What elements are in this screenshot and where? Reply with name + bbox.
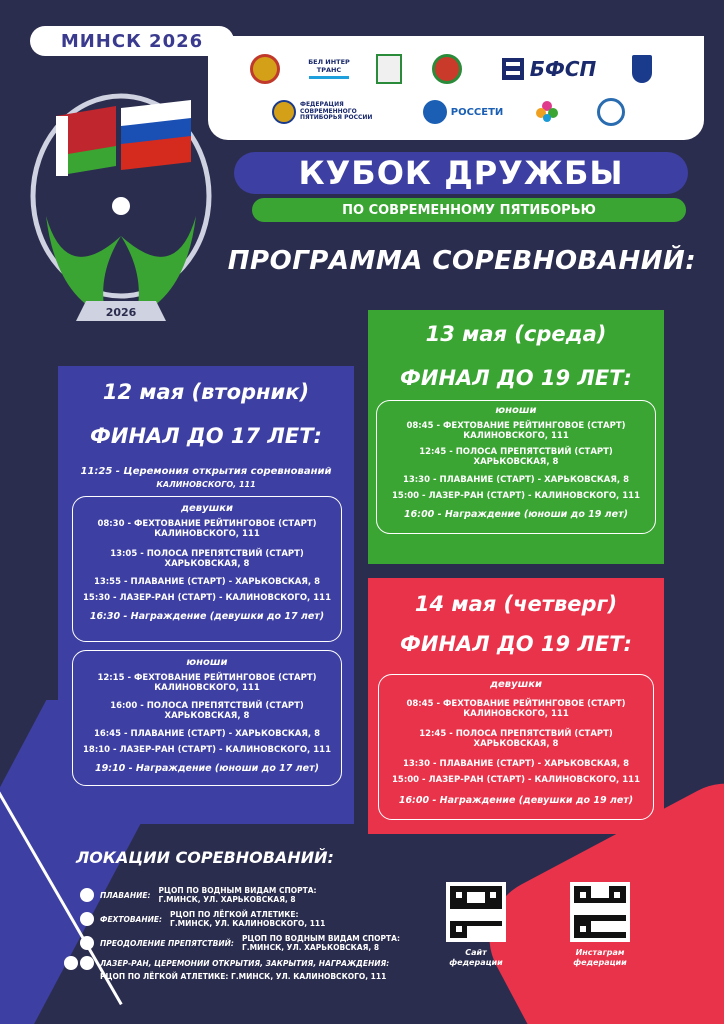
day1-panel — [58, 366, 354, 824]
emblem-year: 2026 — [105, 306, 137, 319]
day1-boys-head: юноши — [186, 657, 228, 668]
fencer-icon — [80, 912, 94, 926]
qr-site[interactable] — [446, 882, 506, 942]
city-pill — [30, 26, 234, 56]
day2-final: ФИНАЛ ДО 19 ЛЕТ: — [400, 366, 632, 390]
partner-logos-panel — [208, 36, 704, 140]
qr-site-caption: Сайт федерации — [449, 948, 503, 967]
logo-bfsp: БФСП — [488, 54, 608, 84]
day2-event: 13:30 - ПЛАВАНИЕ (СТАРТ) - ХАРЬКОВСКАЯ, 8 — [402, 475, 630, 485]
day1-opening-event: 11:25 - Церемония открытия соревнований — [80, 466, 332, 477]
day1-girls-event: 13:55 - ПЛАВАНИЕ (СТАРТ) - ХАРЬКОВСКАЯ, 8 — [93, 577, 321, 587]
day1-girls-award: 16:30 - Награждение (девушки до 17 лет) — [89, 611, 325, 622]
swimmer-icon — [80, 888, 94, 902]
day1-final: ФИНАЛ ДО 17 ЛЕТ: — [90, 424, 322, 448]
runner-icon — [64, 956, 78, 970]
logo-emblem-1 — [248, 52, 282, 86]
day2-group-box — [376, 400, 656, 534]
logo-rosseti: РОССЕТИ — [420, 96, 506, 128]
location-laser-run: ЛАЗЕР-РАН, ЦЕРЕМОНИИ ОТКРЫТИЯ, ЗАКРЫТИЯ, НАГРАЖДЕНИЯ: — [64, 956, 397, 970]
logo-fsp-russia: ФЕДЕРАЦИЯ СОВРЕМЕННОГО ПЯТИБОРЬЯ РОССИИ — [266, 96, 406, 128]
day3-final: ФИНАЛ ДО 19 ЛЕТ: — [400, 632, 632, 656]
day1-boys-award: 19:10 - Награждение (юноши до 17 лет) — [95, 763, 319, 774]
locations-title: ЛОКАЦИИ СОРЕВНОВАНИЙ: — [76, 848, 334, 867]
qr-instagram[interactable] — [570, 882, 630, 942]
day3-group-head: девушки — [489, 679, 543, 690]
day1-girls-event: 15:30 - ЛАЗЕР-РАН (СТАРТ) - КАЛИНОВСКОГО, 111 — [83, 593, 331, 603]
day2-event: 08:45 - ФЕХТОВАНИЕ РЕЙТИНГОВОЕ (СТАРТ) КАЛИНОВСКОГО, 111 — [406, 421, 626, 441]
logo-swim — [594, 96, 628, 128]
day2-date: 13 мая (среда) — [425, 322, 607, 346]
day3-panel — [368, 578, 664, 834]
location-laser-run-address: РЦОП ПО ЛЁГКОЙ АТЛЕТИКЕ: Г.МИНСК, УЛ. КАЛИНОВСКОГО, 111 — [100, 972, 387, 981]
day3-event: 12:45 - ПОЛОСА ПРЕПЯТСТВИЙ (СТАРТ) ХАРЬКОВСКАЯ, 8 — [419, 729, 613, 749]
day1-boys-event: 16:45 - ПЛАВАНИЕ (СТАРТ) - ХАРЬКОВСКАЯ, 8 — [93, 729, 321, 739]
logo-olympic-committee — [374, 52, 404, 86]
day3-event: 13:30 - ПЛАВАНИЕ (СТАРТ) - ХАРЬКОВСКАЯ, 8 — [402, 759, 630, 769]
day2-panel — [368, 310, 664, 564]
day3-date: 14 мая (четверг) — [414, 592, 618, 616]
location-fencing: ФЕХТОВАНИЕ: РЦОП ПО ЛЁГКОЙ АТЛЕТИКЕ: Г.МИНСК, УЛ. КАЛИНОВСКОГО, 111 — [80, 910, 325, 928]
location-obstacles: ПРЕОДОЛЕНИЕ ПРЕПЯТСТВИЙ: РЦОП ПО ВОДНЫМ ВИДАМ СПОРТА: Г.МИНСК, УЛ. ХАРЬКОВСКАЯ, 8 — [80, 934, 400, 952]
day3-event: 08:45 - ФЕХТОВАНИЕ РЕЙТИНГОВОЕ (СТАРТ) КАЛИНОВСКОГО, 111 — [406, 699, 626, 719]
city-label: МИНСК 2026 — [60, 30, 204, 52]
day2-event: 15:00 - ЛАЗЕР-РАН (СТАРТ) - КАЛИНОВСКОГО, 111 — [392, 491, 640, 501]
day2-award: 16:00 - Награждение (юноши до 19 лет) — [404, 509, 628, 520]
day2-group-head: юноши — [495, 405, 537, 416]
sub-title: ПО СОВРЕМЕННОМУ ПЯТИБОРЬЮ — [342, 202, 596, 218]
qr-instagram-caption: Инстаграм федерации — [573, 948, 627, 967]
logo-flower — [530, 96, 564, 128]
day1-girls-event: 08:30 - ФЕХТОВАНИЕ РЕЙТИНГОВОЕ (СТАРТ) КАЛИНОВСКОГО, 111 — [97, 519, 317, 539]
subtitle-pill — [252, 198, 686, 222]
logo-emblem-4 — [430, 52, 464, 86]
day3-award: 16:00 - Награждение (девушки до 19 лет) — [398, 795, 634, 806]
cup-emblem — [26, 86, 216, 331]
laser-run-icon — [80, 956, 94, 970]
day3-event: 15:00 - ЛАЗЕР-РАН (СТАРТ) - КАЛИНОВСКОГО, 111 — [392, 775, 640, 785]
obstacle-icon — [80, 936, 94, 950]
day1-boys-box — [72, 650, 342, 786]
day1-girls-head: девушки — [180, 503, 234, 514]
logo-minsk-coat — [630, 52, 654, 86]
bfsp-mark-icon — [500, 56, 526, 82]
program-title: ПРОГРАММА СОРЕВНОВАНИЙ: — [227, 246, 697, 276]
day3-group-box — [378, 674, 654, 820]
main-title: КУБОК ДРУЖБЫ — [298, 154, 624, 192]
day1-boys-event: 18:10 - ЛАЗЕР-РАН (СТАРТ) - КАЛИНОВСКОГО, 111 — [83, 745, 331, 755]
day2-event: 12:45 - ПОЛОСА ПРЕПЯТСТВИЙ (СТАРТ) ХАРЬКОВСКАЯ, 8 — [419, 447, 613, 467]
logo-belintertrans: БЕЛ ИНТЕР ТРАНС — [304, 54, 354, 84]
title-pill — [234, 152, 688, 194]
day1-girls-event: 13:05 - ПОЛОСА ПРЕПЯТСТВИЙ (СТАРТ) ХАРЬКОВСКАЯ, 8 — [110, 549, 304, 569]
day1-girls-box — [72, 496, 342, 642]
day1-date: 12 мая (вторник) — [102, 380, 310, 404]
day1-boys-event: 16:00 - ПОЛОСА ПРЕПЯТСТВИЙ (СТАРТ) ХАРЬКОВСКАЯ, 8 — [110, 701, 304, 721]
location-swimming: ПЛАВАНИЕ: РЦОП ПО ВОДНЫМ ВИДАМ СПОРТА: Г.МИНСК, УЛ. ХАРЬКОВСКАЯ, 8 — [80, 886, 317, 904]
day1-opening-location: КАЛИНОВСКОГО, 111 — [156, 480, 256, 489]
day1-boys-event: 12:15 - ФЕХТОВАНИЕ РЕЙТИНГОВОЕ (СТАРТ) КАЛИНОВСКОГО, 111 — [97, 673, 317, 693]
